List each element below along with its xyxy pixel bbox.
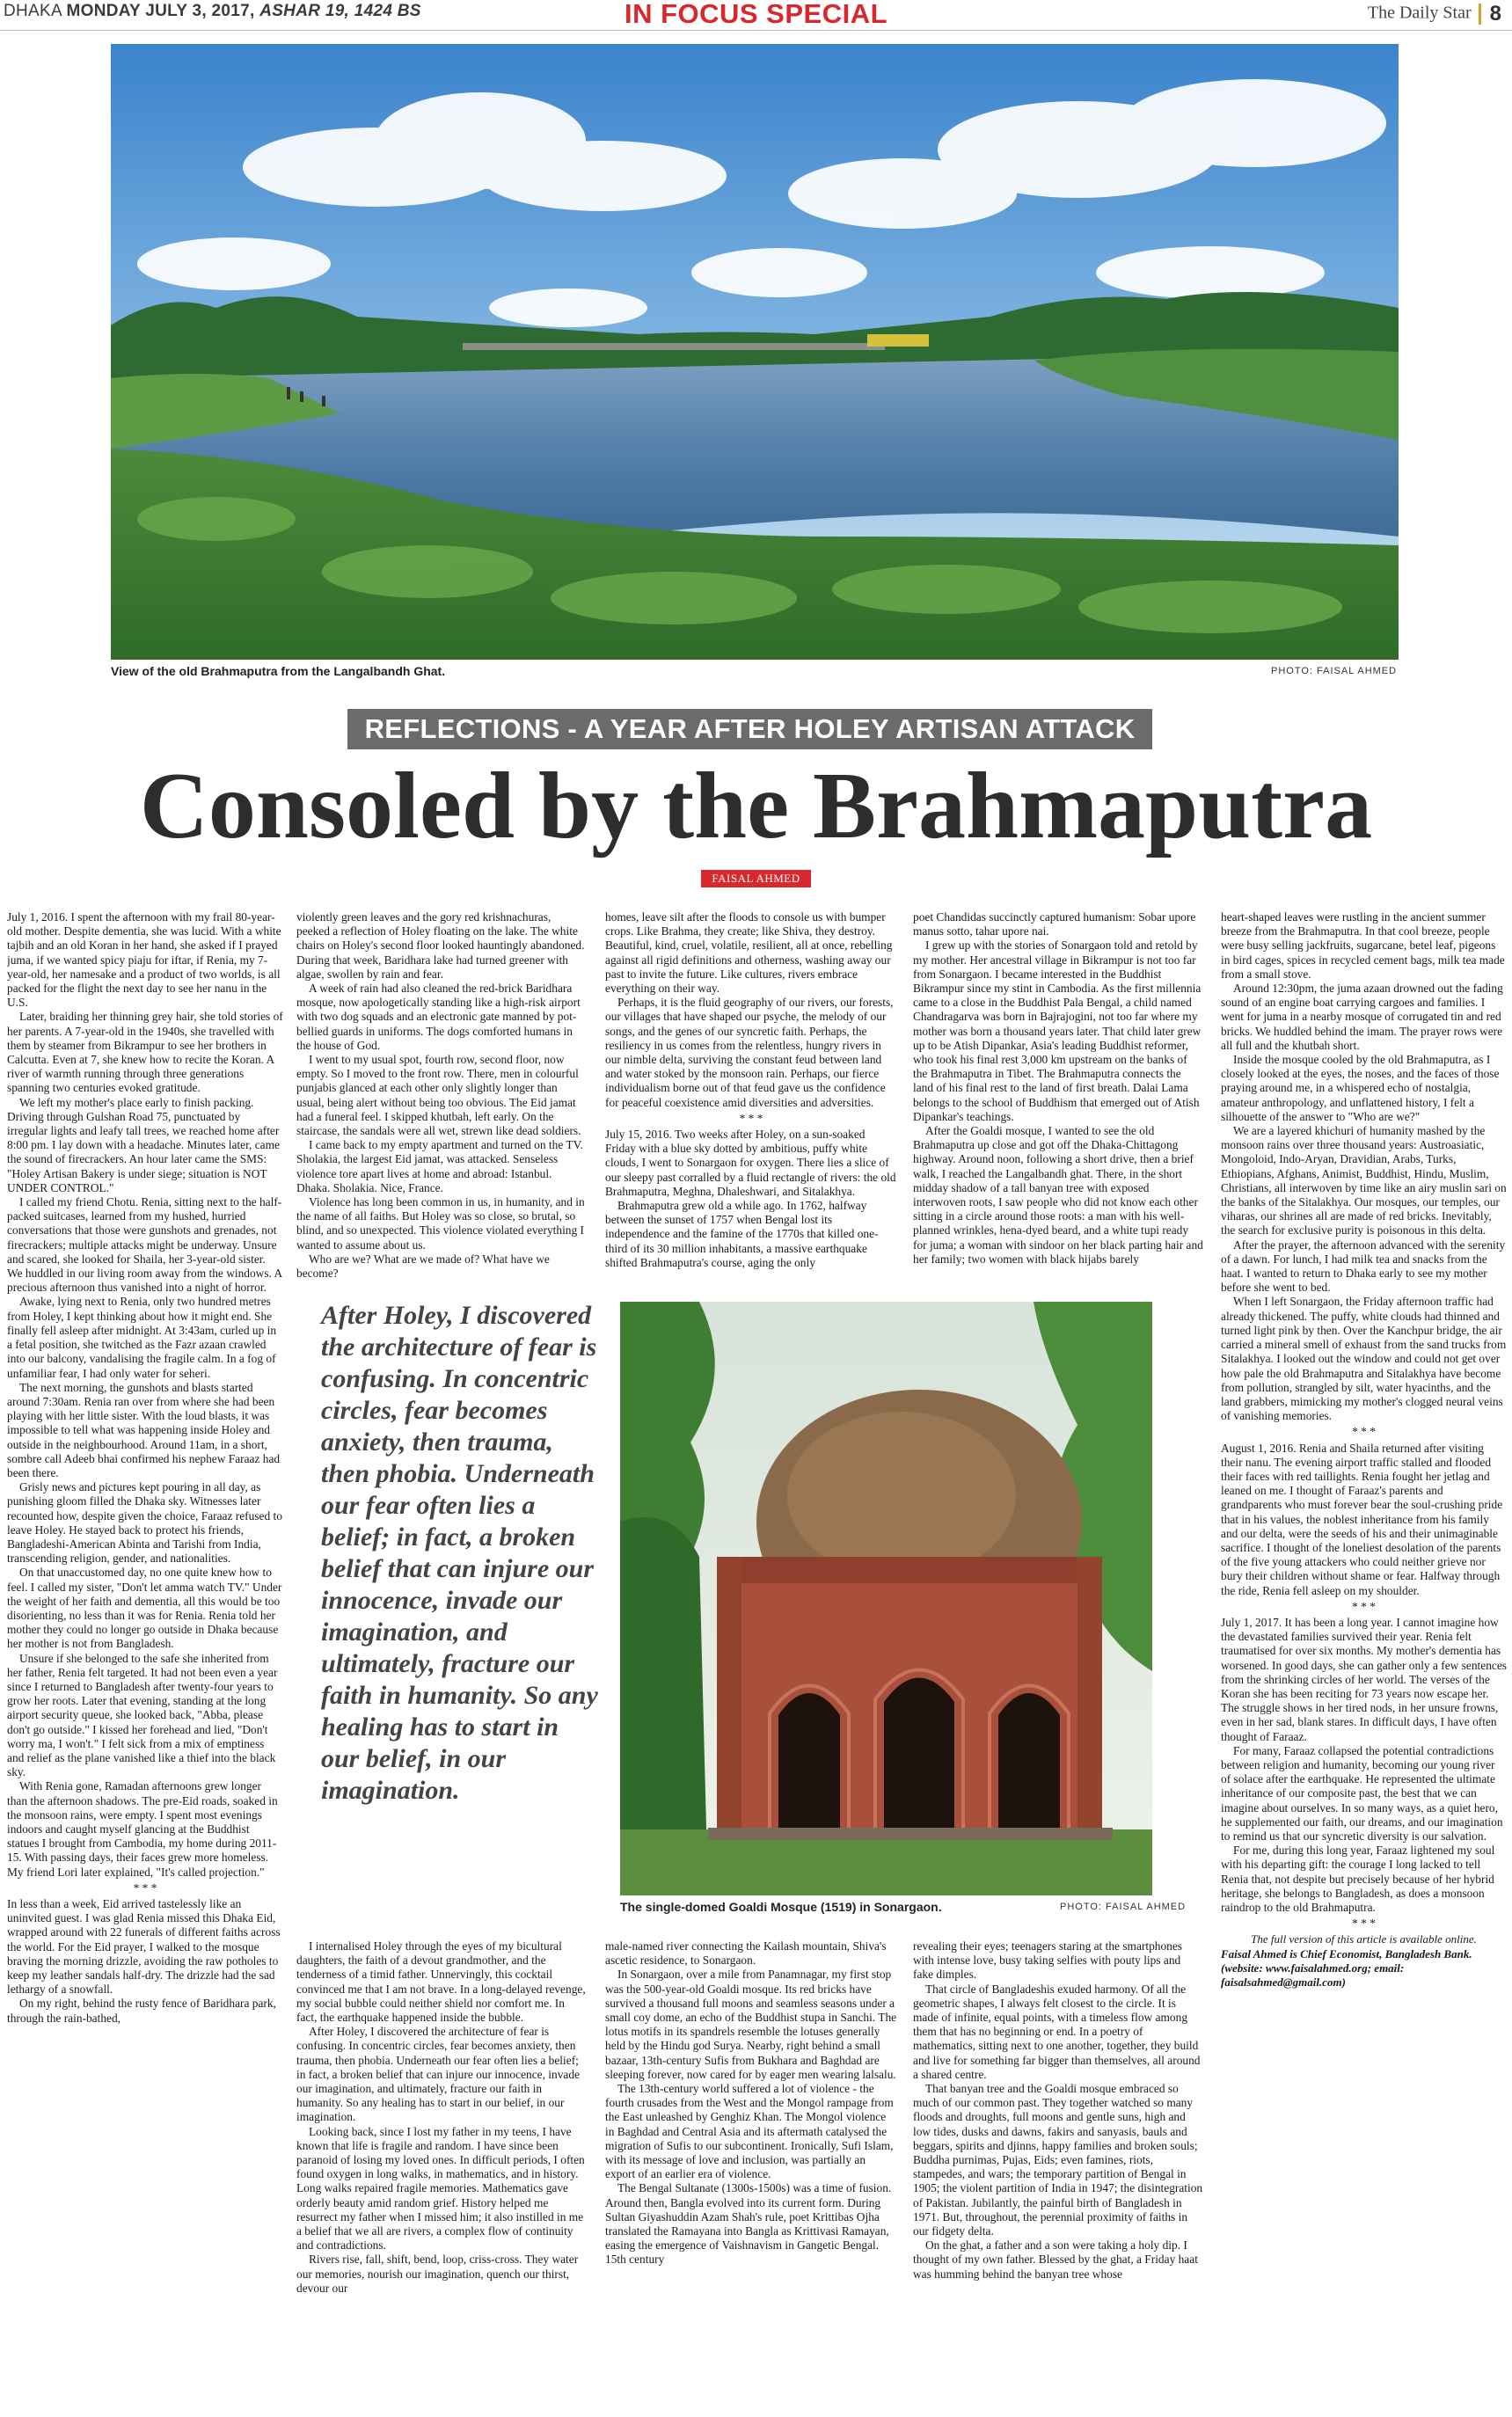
paragraph: Violence has long been common in us, in humanity, and in the name of all faiths. But Holey was so close, so brutal, so blind, and so unexpected. This violence violated everything I wanted to assume about us. xyxy=(296,1195,585,1252)
paragraph: Brahmaputra grew old a while ago. In 1762, halfway between the sunset of 1757 when Bengal lost its independence and the famine of the 1770s that killed one-third of its 30 million inhabitants, a massive earthquake shifted Brahmaputra's course, aging the only xyxy=(605,1199,879,1269)
author-note: Faisal Ahmed is Chief Economist, Bangladesh Bank. (website: www.faisalahmed.org; email: faisalsahmed@gmail.com) xyxy=(1221,1946,1472,1990)
paragraph: Rivers rise, fall, shift, bend, loop, criss-cross. They water our memories, nourish our imagination, quench our thirst, devour our xyxy=(296,2253,579,2295)
paragraph: On my right, behind the rusty fence of Baridhara park, through the rain-bathed, xyxy=(7,1997,276,2025)
paragraph: violently green leaves and the gory red krishnachuras, peeked a reflection of Holey floating on the lake. The white chairs on Holey's second floor looked hauntingly abandoned. During that week, Baridhara lake had turned greener with algae, swollen by rain and fear. xyxy=(296,910,585,981)
paragraph: That circle of Bangladeshis exuded harmony. Of all the geometric shapes, I always felt closest to the circle. It is made of infinite, equal points, with a timeless flow among them that has no beginning or end. In a poetry of mathematics, sitting next to one another, together, they build and live for something far bigger than themselves, all around a shared centre. xyxy=(913,1982,1201,2081)
paragraph: Who are we? What are we made of? What have we become? xyxy=(296,1252,550,1281)
river-photo xyxy=(111,44,1399,660)
paragraph: I internalised Holey through the eyes of my bicultural daughters, the faith of a devout grandmother, and the tenderness of a timid father. Unnervingly, this cocktail convinced me that I am not brave. In a long-delayed revenge, my social bubble could neither shield nor comfort me. In fact, the earthquake happened inside the bubble. xyxy=(296,1939,586,2025)
paragraph: A week of rain had also cleaned the red-brick Baridhara mosque, now apologetically standing like a high-risk airport with two dog squads and an electronic gate manned by pot-bellied guards in uniforms. The dogs comforted humans in the house of God. xyxy=(296,982,581,1052)
paragraph: When I left Sonargaon, the Friday afternoon traffic had already thickened. The puffy, white clouds had thinned and turned light pink by then. Over the Kanchpur bridge, the air carried a mineral smell of exhaust from the sand trucks from Sitalakhya. I looked out the window and could not get over how pale the old Brahmaputra and Sitalakhya have become from pollution, strangled by silt, water hyacinths, and the land grabbers, mimicking my mother's clogged neural veins of vanishing memories. xyxy=(1221,1295,1507,1423)
paragraph: Inside the mosque cooled by the old Brahmaputra, as I closely looked at the eyes, the noses, and the faces of those praying around me, in a whispered echo of nostalgia, amateur anthropology, and unflattened history, I felt a silhouette of the answer to "Who are we?" xyxy=(1221,1053,1500,1123)
paragraph: heart-shaped leaves were rustling in the ancient summer breeze from the Brahmaputra. In that cool breeze, people were busy selling jackfruits, sugarcane, betel leaf, pigeons in bird cages, spices in recycled cement bags, milk tea made from a small stove. xyxy=(1221,910,1505,981)
mosque-photo-credit: PHOTO: FAISAL AHMED xyxy=(1060,1902,1187,1912)
column-5 xyxy=(1221,910,1507,2414)
river-photo-caption: View of the old Brahmaputra from the Langalbandh Ghat. xyxy=(111,664,446,678)
paragraph: We are a layered khichuri of humanity mashed by the monsoon rains over three thousand years: Austroasiatic, Mongoloid, Indo-Aryan, Dravidian, Arabs, Turks, Ethiopians, Afghans, Animist, Buddhist, Hindu, Muslim, Christians, all interwoven by time like an airy muslin sari on the banks of the Sitalakhya. Our mosques, our temples, our viharas, our shrines all are made of red bricks. Inevitably, the search for exclusive purity is poisonous in this delta. xyxy=(1221,1124,1507,1238)
mosque-photo xyxy=(620,1302,1152,1895)
paragraph: poet Chandidas succinctly captured humanism: Sobar upore manus sotto, tahar upore nai. xyxy=(913,910,1196,938)
article-headline: Consoled by the Brahmaputra xyxy=(139,754,1373,858)
pull-quote: After Holey, I discovered the architecture of fear is confusing. In concentric circles, fear becomes anxiety, then trauma, then phobia. Underneath our fear often lies a belief; in fact, a broken belief that can injure our innocence, invade our imagination, and ultimately, fracture our faith in humanity. So any healing has to start in our belief, in our imagination. xyxy=(321,1301,598,1805)
paragraph: After Holey, I discovered the architecture of fear is confusing. In concentric circles, fear becomes anxiety, then trauma, then phobia. Underneath our fear often lies a belief; in fact, a broken belief that can injure our innocence, invade our imagination, and ultimately, fracture our faith in humanity. So any healing has to start in our belief, in our imagination. xyxy=(296,2025,580,2124)
paragraph: After the prayer, the afternoon advanced with the serenity of a dawn. For lunch, I had milk tea and snacks from the haat. I wanted to return to Dhaka early to see my mother before she went to bed. xyxy=(1221,1238,1506,1295)
section-break: * * * xyxy=(1352,1599,1376,1613)
masthead-separator xyxy=(1479,4,1481,25)
paragraph: August 1, 2016. Renia and Shaila returned after visiting their nanu. The evening airport traffic stalled and flooded their faces with red taillights. Renia fought her jetlag and leaned on me. I thought of Faraaz's parents and grandparents who must forever bear the soul-crushing pride that in his values, the noblest inheritance from his family and our delta, were the seeds of his and their unimaginable sacrifice. I thought of the loneliest desolation of the parents of the five young attackers who could neither grieve nor bury their children without shame or fear. Halfway through the ride, Renia fell asleep on my shoulder. xyxy=(1221,1441,1503,1597)
article-byline: FAISAL AHMED xyxy=(701,870,811,887)
article-kicker: REFLECTIONS - A YEAR AFTER HOLEY ARTISAN ATTACK xyxy=(347,709,1152,749)
river-photo-credit: PHOTO: FAISAL AHMED xyxy=(1271,666,1398,676)
column-1 xyxy=(7,910,283,2414)
paragraph: Unsure if she belonged to the safe she inherited from her father, Renia felt targeted. It had not been even a year since I returned to Bangladesh after twenty-four years to grow her roots. Later that evening, standing at the long airport security queue, she looked back, "Abba, please don't go outside." I kissed her forehead and lied, "Don't worry ma, I won't." I felt sick from a mix of emptiness and relief as the plane vanished like a thief into the black sky. xyxy=(7,1651,278,1779)
section-break: * * * xyxy=(1352,1425,1376,1439)
paragraph: I called my friend Chotu. Renia, sitting next to the half-packed suitcases, learned from my hushed, hurried conversations that those were gunshots and grenades, not firecrackers; multiple attacks might be underway. Unsure and scared, she looked for Shaila, her 3-year-old sister. We huddled in our living room away from the windows. A precious afternoon thus vanished into a night of horror. xyxy=(7,1195,282,1295)
paragraph: On that unaccustomed day, no one quite knew how to feel. I called my sister, "Don't let amma watch TV." Under the weight of her faith and dementia, all this would be too disorienting, no less than it was for Renia. Renia told her mother they could no longer go outside in Dhaka because her mother is not from Bangladesh. xyxy=(7,1566,282,1651)
paragraph: July 15, 2016. Two weeks after Holey, on a sun-soaked Friday with a blue sky dotted by ambitious, puffy white clouds, I went to Sonargaon for oxygen. There lies a slice of our sleepy past corralled by a fluid rectangle of rivers: the old Brahmaputra, Meghna, Dhaleshwari, and Sitalakhya. xyxy=(605,1128,896,1198)
column-2-top xyxy=(296,910,587,1293)
section-title: IN FOCUS SPECIAL xyxy=(624,0,888,29)
paragraph: The Bengal Sultanate (1300s-1500s) was a time of fusion. Around then, Bangla evolved into its current form. During Sultan Giyashuddin Azam Shah's rule, poet Krittibas Ojha translated the Ramayana into Bangla as Krittivasi Ramayan, easing the emergence of Vaishnavism in Gangetic Bengal. 15th century xyxy=(605,2181,892,2267)
paragraph: revealing their eyes; teenagers staring at the smartphones with intense love, busy taking selfies with pouty lips and fake dimples. xyxy=(913,1939,1183,1982)
paragraph: I grew up with the stories of Sonargaon told and retold by my mother. Her ancestral village in Bikrampur is not too far from Sonargaon. I became interested in the Buddhist Bikrampur since my stint in Cambodia. As the first millennia came to a close in the Buddhist Pala Bengal, a child named Chandragarva was born in Bajrajogini, not too far where my mother was born a thousand years later. That child later grew up to be Atish Dipankar, Asia's leading Buddhist reformer, who took his final rest 3,000 km upstream on the banks of the Brahmaputra in Tibet. The Brahmaputra connects the land of his final rest to the land of first breath. Dalai Lama belongs to the school of Buddhism that emerged out of Atish Dipankar's teachings. xyxy=(913,938,1202,1123)
paragraph: July 1, 2016. I spent the afternoon with my frail 80-year-old mother. Despite dementia, she was lucid. With a white tajbih and an old Koran in her hand, she asked if I prayed juma, if we wanted spicy piaju for iftar, if Renia, my 7-year-old, her namesake and a product of two worlds, is all packed for the flight the next day to see her nanu in the U.S. xyxy=(7,910,281,1010)
bangla-date-label: ASHAR 19, 1424 BS xyxy=(259,2,421,20)
online-note: The full version of this article is available online. xyxy=(1251,1932,1477,1946)
column-3-bottom xyxy=(605,1939,897,2414)
paragraph: In Sonargaon, over a mile from Panamnagar, my first stop was the 500-year-old Goaldi mosque. Its red bricks have survived a thousand full moons and seamless seasons under a small coy dome, an echo of the Buddhist stupa in Sanchi. The lotus motifs in its spandrels resemble the lotuses generally held by the Hindu god Surya. Nearby, right behind a small bazaar, 13th-century Sufis from Bukhara and Baghdad are sleeping forever, now cared for by eager men wearing lalsalu. xyxy=(605,1968,897,2081)
paragraph: Looking back, since I lost my father in my teens, I have known that life is fragile and random. I have since been paranoid of losing my loved ones. In difficult periods, I often found oxygen in long walks, in mathematics, and in history. Long walks repaired fragile memories. Mathematics gave orderly beauty amid random grief. History helped me resurrect my father when I missed him; it also instilled in me a belief that we all are rivers, a complex flow of continuity and contradictions. xyxy=(296,2124,585,2253)
column-4-top xyxy=(913,910,1203,1293)
section-break: * * * xyxy=(1352,1917,1376,1931)
column-4-bottom xyxy=(913,1939,1203,2414)
paragraph: For many, Faraaz collapsed the potential contradictions between religion and humanity, becoming our young river of solace after the earthquake. He represented the ultimate inheritance of our composite past, the best that we can imagine about ourselves. In so many ways, as a quiet hero, he supplemented our faith, our dreams, and our imagination to remind us that our syncretic diversity is our salvation. xyxy=(1221,1743,1503,1843)
paragraph: On the ghat, a father and a son were taking a holy dip. I thought of my own father. Blessed by the ghat, a Friday haat was humming behind the banyan tree whose xyxy=(913,2238,1198,2281)
masthead xyxy=(0,0,1512,30)
section-break: * * * xyxy=(133,1880,157,1895)
column-3-top xyxy=(605,910,897,1293)
paragraph: That banyan tree and the Goaldi mosque embraced so much of our common past. They together watched so many floods and droughts, full moons and gentle suns, high and low tides, dusks and dawns, fakirs and sanyasis, bauls and beggars, spirits and djinns, happy families and broken souls; Buddha purnimas, Pujas, Eids; even famines, riots, stampedes, and wars; the temporary partition of Bengal in 1905; the violent partition of India in 1947; the disintegration of Pakistan. Jubilantly, the painful birth of Bangladesh in 1971. But, throughout, the perennial proximity of faiths in our fidgety delta. xyxy=(913,2082,1203,2238)
paragraph: In less than a week, Eid arrived tastelessly like an uninvited guest. I was glad Renia missed this Dhaka Eid, wrapped around with 22 funerals of different faiths across the world. For the Eid prayer, I walked to the mosque braving the morning drizzle, avoiding the raw potholes to keep my leather sandals half-dry. The drizzle had the sad lethargy of a snowfall. xyxy=(7,1897,281,1997)
paragraph: Awake, lying next to Renia, only two hundred metres from Holey, I kept thinking about how it might end. She finally fell asleep after midnight. At 3:43am, curled up in a fetal position, she twitched as the Fazr azaan crawled into our balcony, vandalising the fragile calm. In a fog of unfamiliar fear, I had only water for seheri. xyxy=(7,1295,277,1380)
paragraph: For me, during this long year, Faraaz lightened my soul with his departing gift: the courage I long lacked to tell Renia that, not despite but precisely because of her hybrid heritage, she belongs to Bangladesh, as does a monsoon raindrop to the old Brahmaputra. xyxy=(1221,1844,1495,1915)
date-label: MONDAY JULY 3, 2017, xyxy=(66,2,255,20)
paragraph: Perhaps, it is the fluid geography of our rivers, our forests, our villages that have shaped our psyche, the melody of our songs, and the genes of our syncretic faith. Perhaps, the resiliency in us comes from the relentless, hungry rivers in our nimble delta, surviving the constant feud between land and water stoked by the monsoon rain. Perhaps, our fierce individualism borne out of that feud gave us the confidence for peaceful coexistence amid diversities and adversities. xyxy=(605,996,894,1109)
masthead-rule xyxy=(0,30,1512,31)
paragraph: July 1, 2017. It has been a long year. I cannot imagine how the devastated families survived their year. Renia felt traumatised for over six months. My mother's dementia has worsened. In good days, she can gather only a few sentences from the shrinking circles of her world. The verses of the Koran she has been reciting for 73 years now escape her. The struggle shows in her tired nods, in her unsure frowns, even in her sad, blank stares. In difficult days, I have often thought of Faraaz. xyxy=(1221,1615,1507,1743)
page-number: 8 xyxy=(1489,2,1501,26)
paragraph: The next morning, the gunshots and blasts started around 7:30am. Renia ran over from where she had been playing with her little sister. With the loud blasts, it was impossible to tell what was happening inside Holey and outside in the neighbourhood. Around 11am, in a short, sombre call Adeeb bhai confirmed his nephew Faraaz had been there. xyxy=(7,1380,281,1479)
paragraph: Later, braiding her thinning grey hair, she told stories of her parents. A 7-year-old in the 1940s, she travelled with them by steamer from Bikrampur to see her brothers in Calcutta. Even at 7, she knew how to recite the Koran. A river of warmth running through three generations spanning two centuries evoked gratitude. xyxy=(7,1010,283,1095)
section-break: * * * xyxy=(739,1111,763,1125)
paragraph: We left my mother's place early to finish packing. Driving through Gulshan Road 75, punctuated by irregular lights and leafy tall trees, we reached home after 8:00 pm. I lay down with a headache. Minutes later, came the sound of firecrackers. An hour later came the SMS: "Holey Artisan Bakery is under siege; situation is NOT UNDER CONTROL." xyxy=(7,1095,280,1194)
paragraph: After the Goaldi mosque, I wanted to see the old Brahmaputra up close and got off the Dhaka-Chittagong highway. Around noon, following a short drive, then a brief walk, I reached the Langalbandh ghat. There, in the short midday shadow of a tall banyan tree with exposed interwoven roots, I saw people who did not know each other sitting in a circle around those roots: a man with his well-planned wrinkles, hena-dyed beard, and a white tupi ready for juma; a woman with sindoor on her black parting hair and her family; two women with black hijabs barely xyxy=(913,1124,1203,1266)
paragraph: I came back to my empty apartment and turned on the TV. Sholakia, the largest Eid jamat, was attacked. Senseless violence tore apart lives at home and abroad: Istanbul. Dhaka. Sholakia. Nice, France. xyxy=(296,1138,583,1194)
mosque-photo-caption: The single-domed Goaldi Mosque (1519) in Sonargaon. xyxy=(620,1900,942,1914)
city-label: DHAKA xyxy=(4,2,62,20)
paragraph: male-named river connecting the Kailash mountain, Shiva's ascetic residence, to Sonargaon. xyxy=(605,1939,887,1968)
paragraph: Grisly news and pictures kept pouring in all day, as punishing gloom filled the Dhaka sky. Witnesses later recounted how, despite given the choice, Faraaz refused to leave Holey. He stayed back to protect his friends, Bangladeshi-American Abinta and Tarishi from India, transcending religion, gender, and nationalities. xyxy=(7,1480,282,1566)
paragraph: With Renia gone, Ramadan afternoons grew longer than the afternoon shadows. The pre-Eid roads, soaked in the monsoon rains, were empty. I spent most evenings indoors and caught myself glancing at the Buddhist statues I brought from Cambodia, my home during 2011-15. With passing days, their faces grew more homeless. My friend Lori later explained, "It's called projection." xyxy=(7,1779,278,1879)
paragraph: I went to my usual spot, fourth row, second floor, now empty. So I moved to the front row. There, men in colourful punjabis glanced at each other only slightly longer than usual, being alert without being too obvious. The Eid jamat had a funeral feel. I skipped khutbah, left early. On the staircase, the sandals were all wet, strewn like dead soldiers. xyxy=(296,1053,581,1138)
paragraph: homes, leave silt after the floods to console us with bumper crops. Like Brahma, they create; like Shiva, they destroy. Beautiful, kind, cruel, volatile, resilient, all at once, rebelling against all rigid definitions and otherness, washing away our past to invite the future. Like cultures, rivers embrace everything on their way. xyxy=(605,910,893,996)
paper-logo: The Daily Star xyxy=(1367,3,1472,23)
paragraph: The 13th-century world suffered a lot of violence - the fourth crusades from the West and the Mongol rampage from the East unleashed by Genghiz Khan. The Mongol violence in Baghdad and Central Asia and its aftermath catalysed the migration of Sufis to our subcontinent. Ironically, Sufi Islam, with its message of love and inclusion, was partially an export of an earlier era of violence. xyxy=(605,2082,894,2181)
paragraph: Around 12:30pm, the juma azaan drowned out the fading sound of an engine boat carrying cargoes and families. I went for juma in a nearby mosque of corrugated tin and red bricks. We huddled behind the imam. The prayer rows were all full and the khutbah short. xyxy=(1221,982,1503,1052)
column-2-bottom xyxy=(296,1939,587,2414)
paper-logo-group xyxy=(1368,2,1501,26)
